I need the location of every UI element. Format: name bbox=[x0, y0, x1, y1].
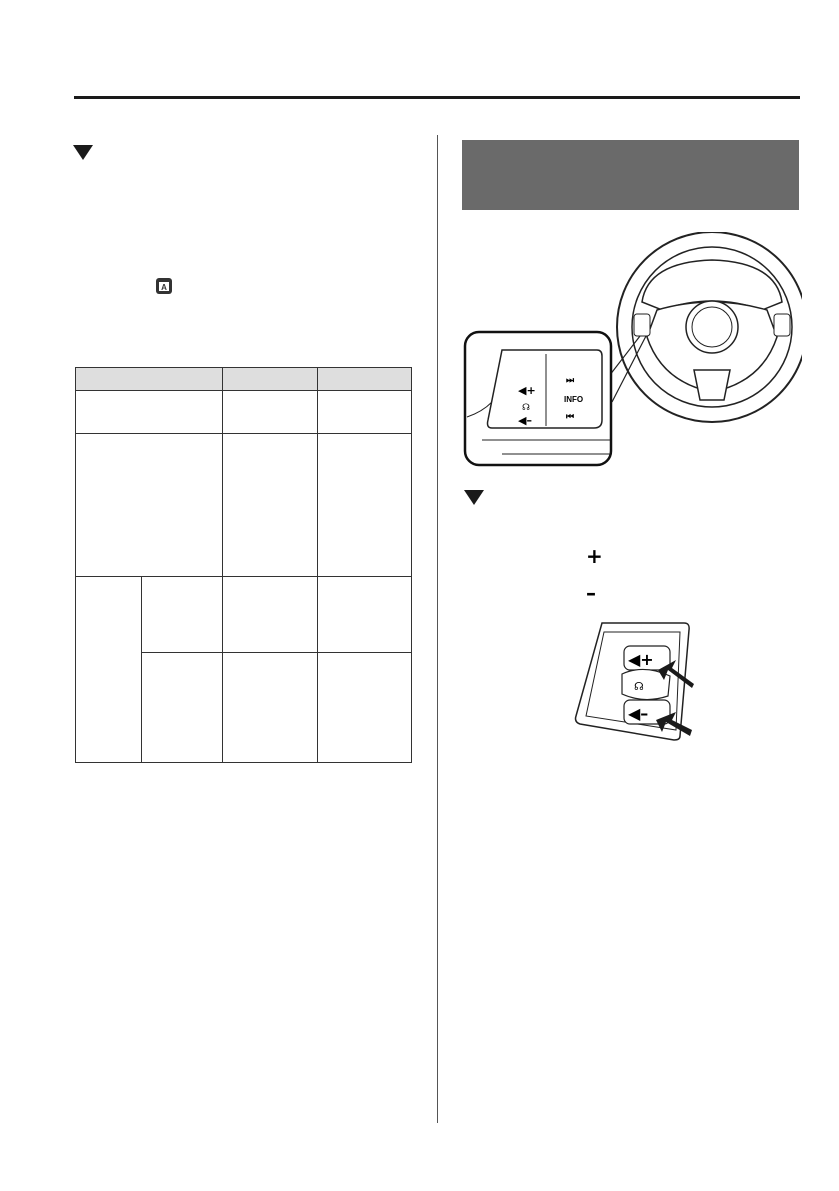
svg-text:◀–: ◀– bbox=[518, 414, 532, 427]
svg-text:A: A bbox=[161, 283, 167, 292]
section-marker-icon bbox=[73, 145, 93, 160]
section-title-box bbox=[462, 140, 799, 210]
info-button-label: INFO bbox=[564, 395, 584, 404]
table-row bbox=[76, 434, 412, 577]
app-icon bbox=[155, 277, 173, 295]
steering-wheel-illustration bbox=[462, 232, 802, 468]
voice-icon: ☊ bbox=[634, 680, 644, 693]
plus-symbol: + bbox=[586, 544, 603, 568]
volume-up-icon: ◀+ bbox=[628, 650, 654, 669]
volume-switch-illustration bbox=[572, 618, 696, 744]
prev-track-icon: ⏮ bbox=[566, 412, 575, 422]
section-marker-icon bbox=[464, 490, 484, 505]
header-rule bbox=[74, 96, 800, 99]
column-divider bbox=[437, 135, 438, 1123]
minus-symbol: – bbox=[586, 581, 596, 605]
svg-text:☊: ☊ bbox=[522, 403, 530, 413]
table-row bbox=[76, 391, 412, 434]
table-header-row bbox=[76, 368, 412, 391]
table-row bbox=[76, 577, 412, 653]
settings-table bbox=[75, 367, 412, 763]
svg-text:◀+: ◀+ bbox=[518, 384, 536, 397]
next-track-icon: ⏭ bbox=[566, 376, 575, 386]
volume-down-icon: ◀– bbox=[628, 704, 649, 723]
